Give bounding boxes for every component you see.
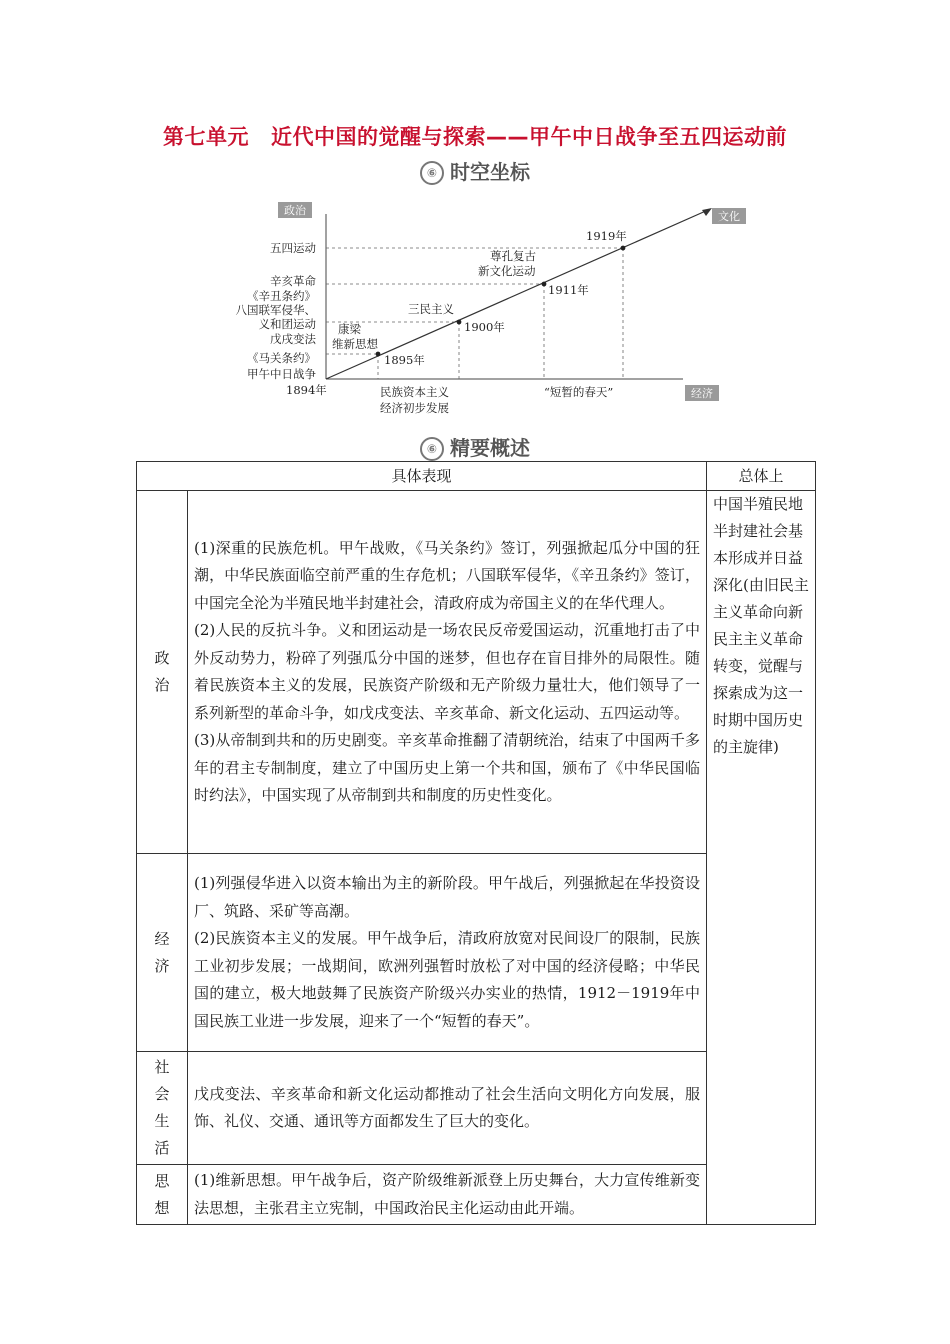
bottom-short-spring: “短暂的春天” [544, 385, 614, 399]
year-1894: 1894年 [286, 383, 327, 397]
year-1895: 1895年 [384, 353, 425, 367]
section-badge-icon: ⑥ [420, 161, 444, 185]
bottom-capitalism: 民族资本主义 [380, 385, 449, 399]
unit-number: 第七单元 [163, 125, 249, 149]
event-reform-thought: 维新思想 [332, 337, 378, 351]
unit-title: 近代中国的觉醒与探索——甲午中日战争至五四运动前 [271, 125, 787, 149]
paragraph: (1)列强侵华进入以资本输出为主的新阶段。甲午战后，列强掀起在华投资设厂、筑路、采矿等高潮。 [194, 874, 700, 920]
point-1895 [376, 352, 381, 357]
label-eight-nation: 八国联军侵华、 [235, 303, 316, 317]
overall-text: 中国半殖民地半封建社会基本形成并日益深化(由旧民主主义革命向新民主主义革命转变，觉醒与探索成为这一时期中国历史的主旋律) [713, 495, 809, 756]
timeline-heading [0, 156, 950, 185]
event-kangliang: 康梁 [338, 322, 361, 336]
paragraph: (1)维新思想。甲午战争后，资产阶级维新派登上历史舞台，大力宣传维新变法思想，主张君主立宪制，中国政治民主化运动由此开端。 [194, 1171, 700, 1217]
event-confucius-revival: 尊孔复古 [490, 249, 536, 263]
label-sino-japanese-war: 甲午中日战争 [247, 367, 316, 381]
row-label-thought [137, 1165, 188, 1225]
paragraph: (1)深重的民族危机。甲午战败，《马关条约》签订，列强掀起瓜分中国的狂潮，中华民族面临空前严重的生存危机；八国联军侵华，《辛丑条约》签订，中国完全沦为半殖民地半封建社会，清政府成为帝国主义的在华代理人。 [194, 538, 700, 612]
point-1919 [621, 246, 626, 251]
row-label-social [137, 1052, 188, 1165]
row-label-char: 经 [154, 929, 170, 948]
row-content-economy [188, 854, 707, 1052]
row-label-char: 政 [154, 649, 170, 667]
paragraph: (2)人民的反抗斗争。义和团运动是一场农民反帝爱国运动，沉重地打击了中外反动势力，粉碎了列强瓜分中国的迷梦，但也存在盲目排外的局限性。随着民族资本主义的发展，民族资产阶级和无产阶级力量壮大，他们领导了一系列新型的革命斗争，如戊戌变法、辛亥革命、新文化运动、五四运动等。 [194, 621, 700, 722]
header-detail: 具体表现 [137, 462, 707, 491]
paragraph: (2)民族资本主义的发展。甲午战争后，清政府放宽对民间设厂的限制，民族工业初步发展；一战期间，欧洲列强暂时放松了对中国的经济侵略；中华民国的建立，极大地鼓舞了民族资产阶级兴办实业的热情，1912－1919年中国民族工业进一步发展，迎来了一个“短暂的春天”。 [194, 929, 700, 1030]
overall-cell [707, 491, 816, 1225]
header-overall: 总体上 [707, 462, 816, 491]
label-maguan: 《马关条约》 [247, 351, 316, 365]
summary-table [136, 461, 816, 1225]
politics-tag-text: 政治 [284, 204, 306, 217]
point-1911 [542, 282, 547, 287]
label-xinchou: 《辛丑条约》 [247, 289, 316, 303]
row-label-char: 治 [154, 676, 170, 694]
row-label-char: 活 [154, 1139, 170, 1157]
event-new-culture: 新文化运动 [478, 264, 536, 278]
paragraph: 戊戌变法、辛亥革命和新文化运动都推动了社会生活向文明化方向发展，服饰、礼仪、交通、通讯等方面都发生了巨大的变化。 [194, 1084, 700, 1130]
row-label-char: 济 [154, 956, 170, 975]
summary-heading [0, 432, 950, 461]
point-1900 [457, 320, 462, 325]
culture-tag-text: 文化 [718, 210, 740, 223]
timeline-heading-text: 时空坐标 [450, 160, 530, 184]
label-xinhai: 辛亥革命 [270, 274, 316, 288]
event-three-principles: 三民主义 [408, 302, 454, 316]
row-label-char: 思 [154, 1171, 170, 1190]
row-label-char: 会 [154, 1085, 170, 1103]
economy-tag-text: 经济 [691, 387, 713, 400]
culture-arrow-icon [702, 208, 712, 216]
paragraph: (3)从帝制到共和的历史剧变。辛亥革命推翻了清朝统治，结束了中国两千多年的君主专制制度，建立了中国历史上第一个共和国，颁布了《中华民国临时约法》，中国实现了从帝制到共和制度的历史性变化。 [194, 731, 700, 804]
row-label-char: 生 [154, 1112, 170, 1130]
row-label-char: 想 [154, 1198, 170, 1217]
section-badge-icon: ⑥ [420, 437, 444, 461]
page-title [0, 121, 950, 151]
timeline-diagram [228, 196, 758, 426]
row-content-thought [188, 1165, 707, 1225]
label-wuxu: 戊戌变法 [270, 332, 316, 346]
table-header-row [137, 462, 816, 491]
row-label-economy [137, 854, 188, 1052]
row-label-politics [137, 491, 188, 854]
row-content-politics [188, 491, 707, 854]
year-1919: 1919年 [586, 229, 627, 243]
bottom-capitalism-2: 经济初步发展 [380, 401, 449, 415]
table-row [137, 491, 816, 854]
row-label-char: 社 [154, 1058, 170, 1076]
row-content-social [188, 1052, 707, 1165]
label-may-fourth: 五四运动 [270, 241, 316, 255]
summary-heading-text: 精要概述 [450, 436, 530, 460]
label-boxer: 义和团运动 [258, 317, 316, 331]
year-1900: 1900年 [464, 320, 505, 334]
year-1911: 1911年 [548, 283, 589, 297]
